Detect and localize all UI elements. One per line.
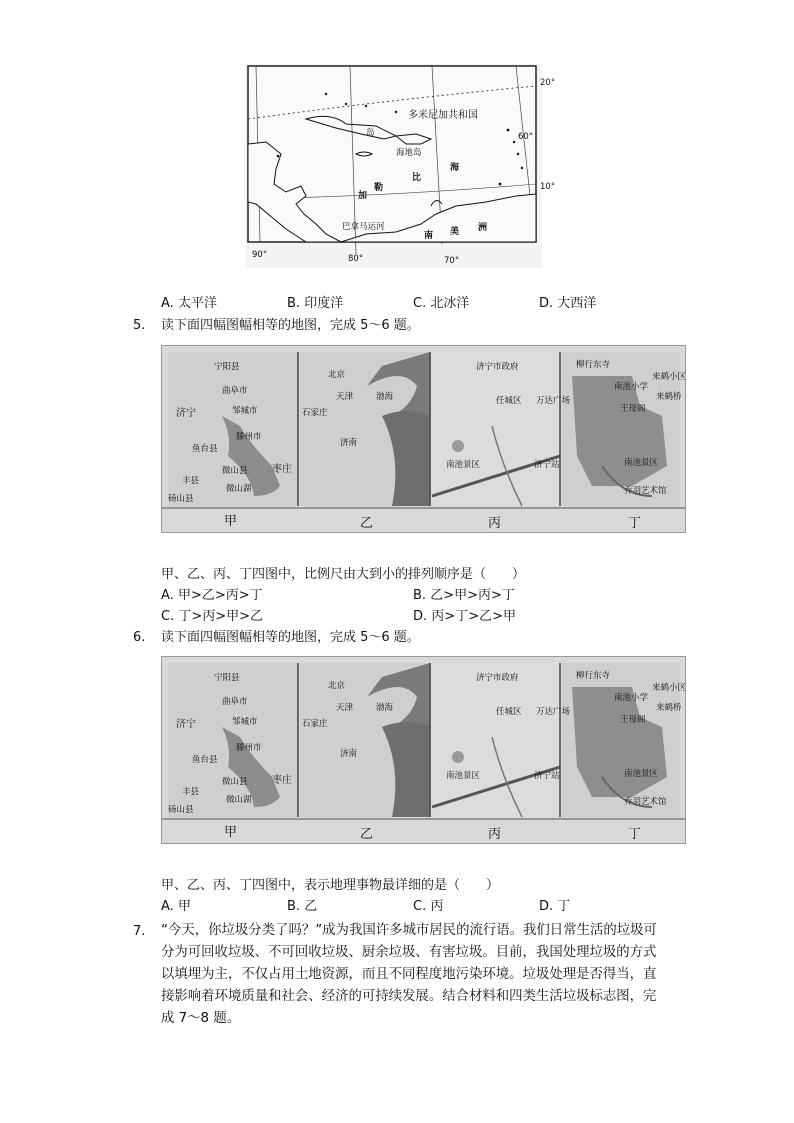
place-jinan: 济南 [340, 438, 358, 448]
label-sea-2: 勒 [374, 183, 384, 193]
place-laihe-xiaoqu: 来鹤小区 [652, 683, 687, 693]
place-shijiazhuang: 石家庄 [302, 408, 328, 418]
place-weishanhu: 微山湖 [226, 484, 252, 494]
place-tianjin: 天津 [336, 703, 354, 713]
label-hispaniola: 海地岛 [396, 148, 422, 158]
q4-option-a: A. 太平洋 [161, 296, 217, 311]
place-liuxing: 柳行东寺 [576, 671, 611, 681]
place-shijiazhuang: 石家庄 [302, 719, 328, 729]
place-nanchi-school: 南池小学 [614, 382, 649, 392]
q5-stem: 甲、乙、丙、丁四图中，比例尺由大到小的排列顺序是（ ） [161, 567, 526, 582]
place-qiaoyu: 乔羽艺术馆 [624, 486, 667, 496]
place-zoucheng: 邹城市 [232, 717, 258, 727]
place-beijing: 北京 [328, 370, 346, 380]
place-qufu: 曲阜市 [222, 386, 248, 396]
label-sa-3: 洲 [478, 223, 488, 233]
map-label-jia: 甲 [224, 825, 238, 840]
place-beijing: 北京 [328, 681, 346, 691]
place-jining-station: 济宁站 [534, 771, 560, 781]
lon-label-90: 90° [252, 250, 268, 260]
place-fengxian: 丰县 [182, 476, 200, 486]
map-label-bing: 丙 [488, 827, 502, 842]
q6-option-b: B. 乙 [287, 899, 318, 914]
q4-option-d: D. 大西洋 [539, 296, 597, 311]
place-weishanhu: 微山湖 [226, 795, 252, 805]
place-weishan: 微山县 [222, 466, 248, 476]
place-yutai: 鱼台县 [192, 755, 218, 765]
place-laihe-qiao: 来鹤桥 [656, 392, 682, 402]
place-nanchi: 南池景区 [446, 771, 481, 781]
map-label-yi: 乙 [360, 516, 374, 531]
place-qiaoyu: 乔羽艺术馆 [624, 797, 667, 807]
place-zaozhuang: 枣庄 [272, 464, 292, 475]
place-yutai: 鱼台县 [192, 444, 218, 454]
q6-option-a: A. 甲 [161, 899, 191, 914]
lon-label-80: 80° [348, 254, 364, 264]
place-tengzhou: 滕州市 [236, 432, 262, 442]
q5-option-d: D. 丙>丁>乙>甲 [413, 609, 516, 624]
q5-option-c: C. 丁>丙>甲>乙 [161, 609, 264, 624]
q5-intro: 读下面四幅图幅相等的地图，完成 5～6 题。 [161, 318, 420, 333]
place-wangmuge: 王母阁 [620, 404, 646, 414]
place-nanchi: 南池景区 [446, 460, 481, 470]
four-maps-q5 [161, 345, 686, 533]
q7-number: 7. [133, 924, 146, 939]
place-jining: 济宁 [176, 408, 196, 419]
place-laihe-xiaoqu: 来鹤小区 [652, 372, 687, 382]
place-qufu: 曲阜市 [222, 697, 248, 707]
lat-label-10: 10° [540, 182, 556, 192]
place-jining-station: 济宁站 [534, 460, 560, 470]
q7-text: “今天，你垃圾分类了吗？”成为我国许多城市居民的流行语。我们日常生活的垃圾可分为可回收垃圾、不可回收垃圾、厨余垃圾、有害垃圾。目前，我国处理垃圾的方式以填埋为主，不仅占用土地资源，而且不同程度地污染环境。垃圾处理是否得当，直接影响着环境质量和社会、经济的可持续发展。结合材料和四类生活垃圾标志图，完成 7～8 题。 [161, 923, 657, 1026]
place-jining: 济宁 [176, 719, 196, 730]
place-rencheng: 任城区 [496, 707, 522, 717]
q5-option-b: B. 乙>甲>丙>丁 [413, 588, 515, 603]
caribbean-map [246, 64, 556, 268]
place-tianjin: 天津 [336, 392, 354, 402]
map-label-ding: 丁 [628, 516, 642, 531]
lon-label-70: 70° [444, 256, 460, 266]
place-nanchi-ding: 南池景区 [624, 458, 659, 468]
place-dangshan: 砀山县 [168, 494, 194, 504]
place-ningyang: 宁阳县 [214, 362, 240, 372]
label-dominican: 多米尼加共和国 [408, 110, 478, 121]
q5-number: 5. [133, 318, 146, 333]
label-panama: 巴拿马运河 [342, 222, 385, 232]
place-nanchi-ding: 南池景区 [624, 769, 659, 779]
place-dangshan: 砀山县 [168, 805, 194, 815]
place-jinan: 济南 [340, 749, 358, 759]
lat-label-20: 20° [540, 78, 556, 88]
q6-option-c: C. 丙 [413, 899, 444, 914]
label-sea-4: 海 [450, 163, 460, 173]
place-liuxing: 柳行东寺 [576, 360, 611, 370]
map-label-yi: 乙 [360, 827, 374, 842]
label-sa-2: 美 [450, 227, 460, 237]
place-fengxian: 丰县 [182, 787, 200, 797]
place-zoucheng: 邹城市 [232, 406, 258, 416]
label-sa-1: 南 [424, 231, 434, 241]
q4-option-b: B. 印度洋 [287, 296, 344, 311]
place-jining-gov: 济宁市政府 [476, 673, 519, 683]
q6-intro: 读下面四幅图幅相等的地图，完成 5～6 题。 [161, 630, 420, 645]
place-wanda: 万达广场 [536, 396, 571, 406]
place-bohai: 渤海 [376, 703, 394, 713]
place-rencheng: 任城区 [496, 396, 522, 406]
place-laihe-qiao: 来鹤桥 [656, 703, 682, 713]
place-bohai: 渤海 [376, 392, 394, 402]
q4-option-c: C. 北冰洋 [413, 296, 470, 311]
q6-stem: 甲、乙、丙、丁四图中，表示地理事物最详细的是（ ） [161, 878, 500, 893]
label-sea-1: 加 [358, 191, 368, 201]
map-label-ding: 丁 [628, 827, 642, 842]
place-weishan: 微山县 [222, 777, 248, 787]
place-jining-gov: 济宁市政府 [476, 362, 519, 372]
place-ningyang: 宁阳县 [214, 673, 240, 683]
label-sea-3: 比 [412, 173, 422, 183]
q5-option-a: A. 甲>乙>丙>丁 [161, 588, 263, 603]
place-tengzhou: 滕州市 [236, 743, 262, 753]
place-zaozhuang: 枣庄 [272, 775, 292, 786]
place-wangmuge: 王母阁 [620, 715, 646, 725]
map-label-bing: 丙 [488, 516, 502, 531]
q6-option-d: D. 丁 [539, 899, 571, 914]
lon-label-60: 60° [518, 132, 534, 142]
map-label-jia: 甲 [224, 514, 238, 529]
place-wanda: 万达广场 [536, 707, 571, 717]
q6-number: 6. [133, 630, 146, 645]
caribbean-map-drawing [246, 64, 542, 268]
four-maps-q6 [161, 656, 686, 844]
place-nanchi-school: 南池小学 [614, 693, 649, 703]
label-island: 岛 [366, 128, 375, 138]
